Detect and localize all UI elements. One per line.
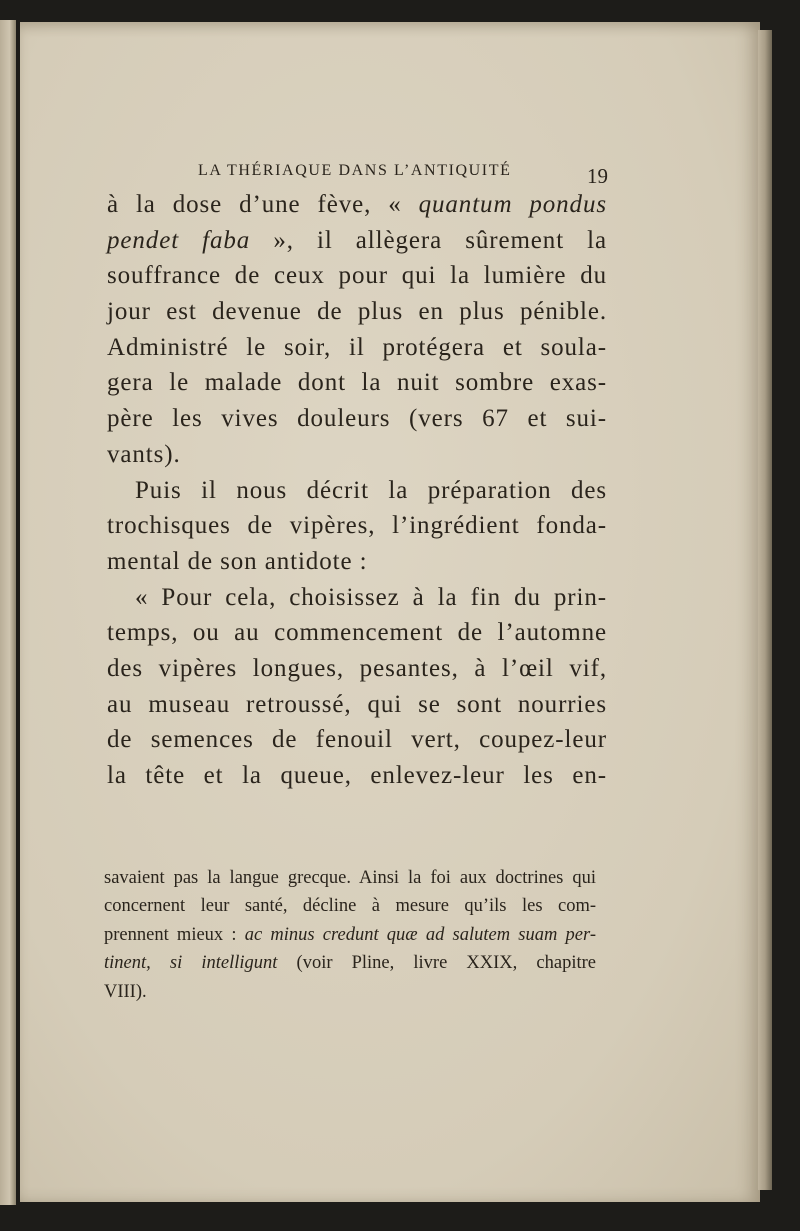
footnote-line: concernent leur santé, décline à mesure qu’ils les com- (104, 896, 596, 917)
body-line: au museau retroussé, qui se sont nourries (107, 690, 607, 718)
body-line: père les vives douleurs (vers 67 et sui- (107, 405, 607, 433)
body-line: de semences de fenouil vert, coupez-leur (107, 726, 607, 754)
body-line: souffrance de ceux pour qui la lumière du (107, 262, 607, 290)
body-line: gera le malade dont la nuit sombre exas- (107, 369, 607, 397)
body-line: Administré le soir, il protégera et soula- (107, 333, 607, 361)
body-line: trochisques de vipères, l’ingrédient fonda- (107, 512, 607, 540)
running-head-title: LA THÉRIAQUE DANS L’ANTIQUITÉ (198, 162, 512, 179)
body-text (107, 187, 607, 794)
running-head (198, 160, 608, 190)
body-line: à la dose d’une fève, « quantum pondus (107, 191, 607, 218)
body-line: mental de son antidote : (107, 547, 368, 575)
footnote-line: tinent, si intelligunt (voir Pline, livre XXIX, chapitre (104, 953, 596, 974)
previous-page-edge (0, 20, 16, 1205)
body-line: pendet faba », il allègera sûrement la (107, 226, 607, 254)
body-line: vants). (107, 440, 181, 468)
footnote (104, 864, 596, 1006)
footnote-line: VIII). (104, 981, 147, 1002)
page-number: 19 (587, 164, 608, 188)
body-line: jour est devenue de plus en plus pénible. (107, 298, 607, 326)
footnote-line: prennent mieux : ac minus credunt quæ ad salutem suam per- (104, 924, 597, 945)
body-line: « Pour cela, choisissez à la fin du prin- (135, 583, 607, 611)
body-line: des vipères longues, pesantes, à l’œil vif, (107, 654, 607, 682)
body-line: Puis il nous décrit la préparation des (135, 476, 607, 504)
footnote-line: savaient pas la langue grecque. Ainsi la foi aux doctrines qui (104, 868, 596, 888)
body-line: la tête et la queue, enlevez-leur les en- (107, 762, 607, 789)
body-line: temps, ou au commencement de l’automne (107, 619, 607, 647)
page-stack-edge (758, 30, 772, 1190)
